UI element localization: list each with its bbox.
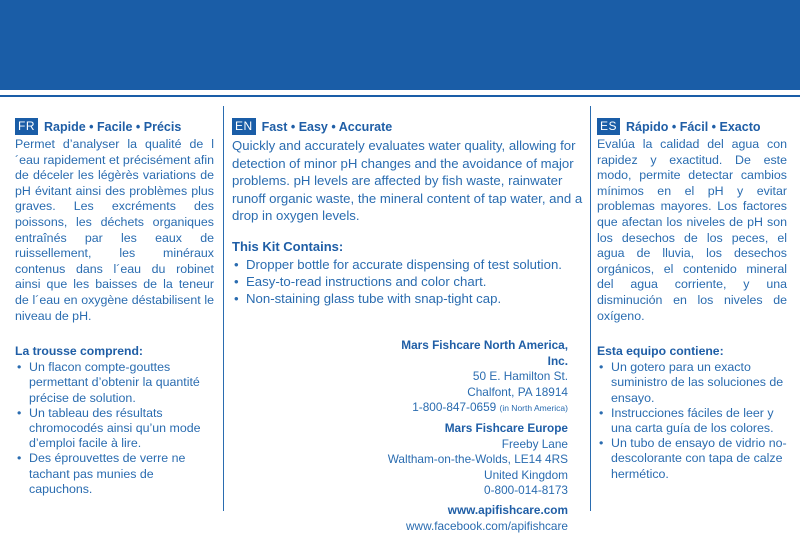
facebook-link[interactable]: www.facebook.com/apifishcare	[406, 518, 568, 533]
company-phone-note: (in North America)	[499, 403, 568, 414]
list-item: • Easy-to-read instructions and color chart.	[232, 273, 584, 290]
english-kit-title: This Kit Contains:	[232, 238, 344, 254]
header-band	[0, 0, 800, 90]
french-description: Permet d’analyser la qualité de l´eau rapidement et précisément afin de déceler les légèrès variations de pH évitant ainsi des problèmes plus graves. Les excréments des poissons, les déchets organiques entraînés par les eaux de ruissellement, les minéraux contenus dans l´eau du robinet ainsi que les baisses de la teneur de l´eau en oxygène déstabilisent le niveau de pH.	[15, 137, 214, 323]
column-divider-right	[590, 106, 591, 511]
french-column	[15, 118, 214, 497]
header-rule	[0, 95, 800, 97]
spanish-kit-title: Esta equipo contiene:	[597, 344, 724, 359]
company-phone-na-row	[380, 400, 568, 417]
list-item: • Instrucciones fáciles de leer y una carta guía de los colores.	[597, 406, 787, 436]
language-badge-es: ES	[597, 118, 620, 135]
list-item: • Des éprouvettes de verre ne tachant pas munies de capuchons.	[15, 451, 214, 497]
website-link[interactable]: www.apifishcare.com	[447, 502, 568, 517]
company-country-eu: United Kingdom	[484, 467, 568, 482]
company-phone-na: 1-800-847-0659	[412, 400, 497, 415]
list-item: • Non-staining glass tube with snap-tight cap.	[232, 290, 584, 307]
english-heading-row	[232, 118, 584, 135]
spanish-column	[597, 118, 787, 482]
company-street-eu: Freeby Lane	[501, 436, 568, 451]
list-item: • Un tubo de ensayo de vidrio no-descolorante con tapa de calze hermético.	[597, 436, 787, 482]
french-kit-list	[15, 360, 214, 497]
english-column	[232, 118, 584, 307]
spanish-kit-list	[597, 360, 787, 482]
company-info	[380, 338, 568, 534]
column-divider-left	[223, 106, 224, 511]
list-item: • Un gotero para un exacto suministro de las soluciones de ensayo.	[597, 360, 787, 406]
list-item: • Dropper bottle for accurate dispensing of test solution.	[232, 256, 584, 273]
company-name-na: Mars Fishcare North America, Inc.	[401, 338, 568, 368]
spanish-description: Evalúa la calidad del agua con rapidez y exactitud. De este modo, permite detectar cambios mínimos en el pH y evitar problemas mayores. Los factores que afectan los niveles de pH son los desechos de los peces, el agua de lluvia, los desechos orgánicos, el contenido mineral del agua corriente, y una disminución en los niveles de oxígeno.	[597, 137, 787, 323]
english-heading: Fast • Easy • Accurate	[261, 119, 393, 134]
spanish-heading: Rápido • Fácil • Exacto	[626, 119, 761, 134]
language-badge-en: EN	[232, 118, 256, 135]
english-kit-list	[232, 256, 584, 307]
company-street-na: 50 E. Hamilton St.	[472, 369, 568, 384]
spanish-heading-row	[597, 118, 787, 135]
list-item: • Un tableau des résultats chromocodés ainsi qu’un mode d’emploi facile à lire.	[15, 406, 214, 452]
company-phone-eu: 0-800-014-8173	[484, 483, 568, 498]
french-kit-title: La trousse comprend:	[15, 344, 143, 359]
company-name-eu: Mars Fishcare Europe	[444, 420, 568, 435]
language-badge-fr: FR	[15, 118, 38, 135]
company-city-eu: Waltham-on-the-Wolds, LE14 4RS	[387, 452, 568, 467]
french-heading-row	[15, 118, 214, 135]
english-description: Quickly and accurately evaluates water quality, allowing for detection of minor pH changes and the avoidance of major problems. pH levels are affected by fish waste, rainwater runoff organic waste, the mineral content of tap water, and a drop in oxygen levels.	[232, 138, 583, 223]
french-heading: Rapide • Facile • Précis	[44, 119, 182, 134]
list-item: • Un flacon compte-gouttes permettant d’obtenir la quantité précise de solution.	[15, 360, 214, 406]
company-city-na: Chalfont, PA 18914	[467, 384, 568, 399]
